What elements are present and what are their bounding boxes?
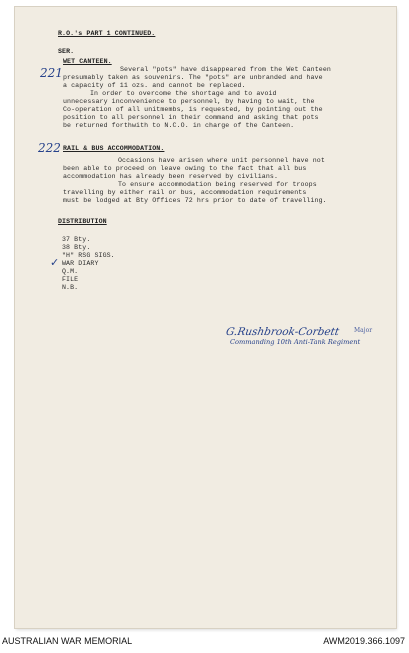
paragraph-line: travelling by either rail or bus, accommodation requirements	[63, 189, 307, 196]
distribution-entry: "H" RSG SIGS.	[62, 252, 115, 259]
distribution-title: DISTRIBUTION	[58, 218, 107, 225]
footer-institution: AUSTRALIAN WAR MEMORIAL	[2, 636, 133, 646]
item-number-221: 221	[40, 66, 63, 80]
item-title-wet-canteen: WET CANTEEN.	[63, 58, 112, 65]
handwritten-signature: G.Rushbrook-Corbett	[224, 326, 341, 338]
paragraph-line: must be lodged at Bty Offices 72 hrs prior to date of travelling.	[63, 197, 327, 204]
paragraph-line: unnecessary inconvenience to personnel, by having to wait, the	[63, 98, 315, 105]
paragraph-line: presumably taken as souvenirs. The "pots" are unbranded and have	[63, 74, 323, 81]
paragraph-line: Occasions have arisen where unit personnel have not	[118, 157, 325, 164]
paragraph-line: To ensure accommodation being reserved for troops	[118, 181, 317, 188]
distribution-entry: WAR DIARY	[62, 260, 99, 267]
document-heading: R.O.'s PART 1 CONTINUED.	[58, 30, 156, 37]
paragraph-line: a capacity of 11 ozs. and cannot be replaced.	[63, 82, 246, 89]
paragraph-line: been able to proceed on leave owing to the fact that all bus	[63, 165, 307, 172]
distribution-entry: 38 Bty.	[62, 244, 91, 251]
paragraph-line: Co-operation of all unitmembs, is requested, by pointing out the	[63, 106, 323, 113]
distribution-entry: 37 Bty.	[62, 236, 91, 243]
paragraph-line: In order to overcome the shortage and to avoid	[90, 90, 277, 97]
signature-title: Commanding 10th Anti-Tank Regiment	[230, 338, 361, 346]
distribution-entry: N.B.	[62, 284, 79, 291]
section-label: SER.	[58, 48, 75, 55]
paragraph-line: position to all personnel in their command and asking that pots	[63, 114, 319, 121]
paragraph-line: Several "pots" have disappeared from the Wet Canteen	[120, 66, 331, 73]
paragraph-line: be returned forthwith to N.C.O. in charge of the Canteen.	[63, 122, 295, 129]
footer-accession-number: AWM2019.366.1097	[323, 636, 405, 646]
item-title-rail-bus: RAIL & BUS ACCOMMODATION.	[63, 145, 165, 152]
distribution-entry: Q.M.	[62, 268, 79, 275]
distribution-entry: FILE	[62, 276, 79, 283]
check-mark-icon: ✓	[50, 256, 60, 269]
item-number-222: 222	[38, 141, 61, 155]
signature-rank: Major	[354, 327, 373, 334]
paragraph-line: accommodation has already been reserved by civilians.	[63, 173, 279, 180]
